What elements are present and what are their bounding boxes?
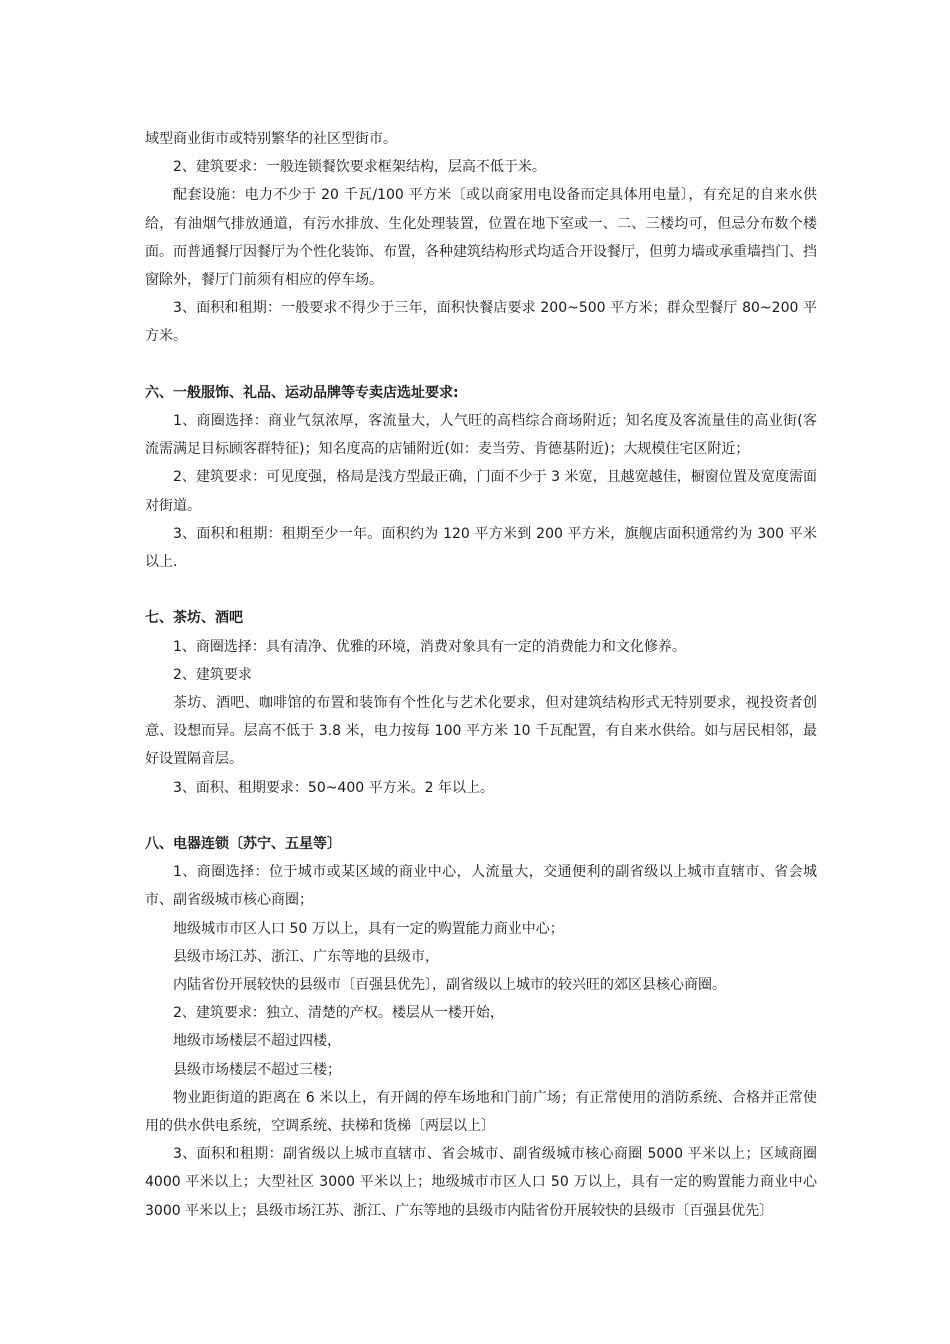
paragraph: 2、建筑要求：独立、清楚的产权。楼层从一楼开始， [173,1005,504,1022]
paragraph: 配套设施：电力不少于 20 千瓦/100 平方米〔或以商家用电设备而定具体用电量〕，有充足的自来水供给，有油烟气排放通道，有污水排放、生化处理装置，位置在地下室或一、二、三楼均可，但忌分布数个楼面。而普通餐厅因餐厅为个性化装饰、布置，各种建筑结构形式均适合开设餐厅，但剪力墙或承重墙挡门、挡窗除外，餐厅门前须有相应的停车场。 [145,187,817,289]
paragraph: 地级市场楼层不超过四楼， [173,1033,341,1050]
section-heading: 八、电器连锁〔苏宁、五星等〕 [145,836,341,853]
document-page [145,125,817,1225]
paragraph: 县级市场江苏、浙江、广东等地的县级市， [173,948,439,965]
paragraph: 1、商圈选择：具有清净、优雅的环境，消费对象具有一定的消费能力和文化修养。 [173,638,686,655]
section-spacer [145,351,817,379]
section-spacer [145,802,817,830]
paragraph: 地级城市市区人口 50 万以上，具有一定的购置能力商业中心； [173,920,564,937]
section-spacer [145,576,817,604]
section-6 [145,379,817,576]
paragraph: 物业距街道的距离在 6 米以上，有开阔的停车场地和门前广场；有正常使用的消防系统、合格并正常使用的供水供电系统，空调系统、扶梯和货梯〔两层以上〕 [145,1089,817,1135]
paragraph: 县级市场楼层不超过三楼； [173,1061,341,1078]
section-8 [145,830,817,1225]
paragraph: 3、面积和租期：一般要求不得少于三年，面积快餐店要求 200~500 平方米；群众型餐厅 80~200 平方米。 [145,300,817,345]
paragraph: 内陆省份开展较快的县级市〔百强县优先〕，副省级以上城市的较兴旺的郊区县核心商圈。 [173,977,726,994]
paragraph: 1、商圈选择：商业气氛浓厚，客流量大，人气旺的高档综合商场附近；知名度及客流量佳的高业街(客流需满足目标顾客群特征)；知名度高的店铺附近(如：麦当劳、肯德基附近)；大规模住宅区附近； [145,413,817,458]
paragraph: 2、建筑要求 [173,666,252,683]
section-heading: 七、茶坊、酒吧 [145,610,243,627]
paragraph: 3、面积和租期：租期至少一年。面积约为 120 平方米到 200 平方米，旗舰店面积通常约为 300 平米以上. [145,525,817,571]
paragraph: 2、建筑要求：一般连锁餐饮要求框架结构，层高不低于米。 [173,159,546,176]
paragraph: 3、面积和租期：副省级以上城市直辖市、省会城市、副省级城市核心商圈 5000 平米以上；区域商圈 4000 平米以上；大型社区 3000 平米以上；地级城市市区人口 50 万以上，具有一定的购置能力商业中心 3000 平米以上；县级市场江苏、浙江、广东等地的县级市内陆省份开展较快的县级市〔百强县优先〕 [145,1146,817,1219]
section-heading: 六、一般服饰、礼品、运动品牌等专卖店选址要求: [145,384,459,401]
section-7 [145,604,817,801]
paragraph: 1、商圈选择：位于城市或某区域的商业中心，人流量大，交通便利的副省级以上城市直辖市、省会城市、副省级城市核心商圈； [145,864,817,909]
paragraph: 3、面积、租期要求：50~400 平方米。2 年以上。 [173,779,494,796]
paragraph: 茶坊、酒吧、咖啡馆的布置和装饰有个性化与艺术化要求，但对建筑结构形式无特别要求，视投资者创意、设想而异。层高不低于 3.8 米，电力按每 100 平方米 10 千瓦配置，有自来水供给。如与居民相邻，最好设置隔音层。 [145,695,817,768]
paragraph: 2、建筑要求：可见度强，格局是浅方型最正确，门面不少于 3 米宽，且越宽越佳，橱窗位置及宽度需面对街道。 [145,469,817,514]
paragraph: 域型商业街市或特别繁华的社区型街市。 [145,131,397,147]
section-intro [145,125,817,351]
